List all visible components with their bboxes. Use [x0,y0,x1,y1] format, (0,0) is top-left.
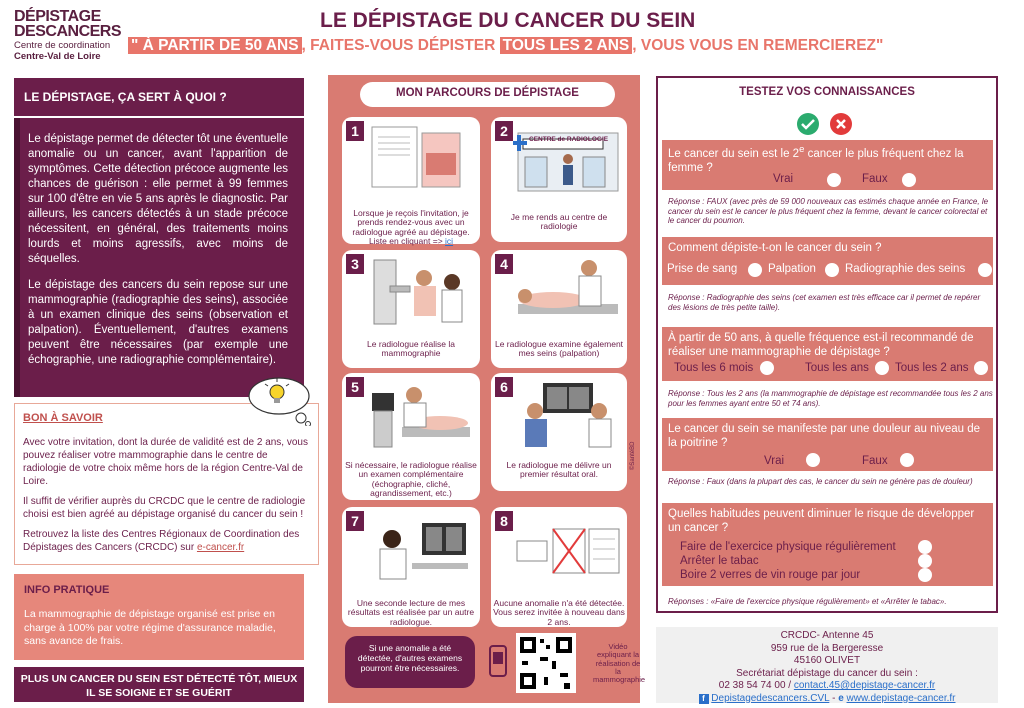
info-pratique-title: INFO PRATIQUE [24,584,110,596]
quiz-title: TESTEZ VOS CONNAISSANCES [739,86,915,98]
radiologist-list-link[interactable]: ici [445,236,454,247]
step-3-text: Le radiologue réalise la mammographie [367,339,455,359]
step-3-number: 3 [346,254,364,274]
q5-question: Quelles habitudes peuvent diminuer le risque de développer un cancer ? [668,508,975,535]
mammography-image [364,256,474,328]
q4-option-faux: Faux [862,455,888,467]
step-1-text-body: Lorsque je reçois l'invitation, je prends rendez-vous avec un radiologue agréé au dépistage. Liste en cliquant => [352,208,470,247]
palpation-image [513,256,623,328]
step-7-number: 7 [346,511,364,531]
invitation-letter-image [364,123,474,195]
q5-option-3: Boire 2 verres de vin rouge par jour [680,569,861,581]
bon-a-savoir-title: BON À SAVOIR [23,412,103,424]
calendar-image [513,513,623,585]
step-2-text: Je me rends au centre de radiologie [510,212,608,232]
parcours-header: MON PARCOURS DE DÉPISTAGE [360,82,615,107]
q5-option-2: Arrêter le tabac [680,555,759,567]
contact-line-3: 45160 OLIVET [793,655,861,666]
contact-social [656,693,998,706]
left-paragraph-2: Le dépistage des cancers du sein repose sur une mammographie (radiographie des seins), associée à un examen clinique des seins (observation et palpation). Éventuellement, d'autres examens peuvent être nécessaires (par exemple une échographie, une radiographie complémentaire). [28,279,288,367]
oral-result-image [513,379,623,451]
q5-answer: Réponses : «Faire de l'exercice physique régulièrement» et «Arrêter le tabac». [668,597,947,606]
page-subtitle [128,37,883,55]
logo-line-4: Centre-Val de Loire [14,51,101,62]
q3-radio-3[interactable] [974,361,988,375]
step-6-number: 6 [495,377,513,397]
step-6-card [491,373,627,491]
step-1-text [344,209,478,246]
step-2-card [491,117,627,242]
q5-radio-2[interactable] [918,554,932,568]
q4-radio-vrai[interactable] [806,453,820,467]
q2-radio-1[interactable] [748,263,762,277]
left-section-header: LE DÉPISTAGE, ÇA SERT À QUOI ? [14,78,304,116]
bon-a-savoir-box [14,403,319,565]
second-reading-image [364,513,474,585]
step-1-number: 1 [346,121,364,141]
contact-email-link[interactable]: contact.45@depistage-cancer.fr [793,680,936,691]
facebook-icon: f [699,694,709,704]
q2-answer: Réponse : Radiographie des seins (cet examen est très efficace car il permet de repérer des lésions de très petite taille). [668,293,981,312]
step-3-card [342,250,480,368]
step-7-card [342,507,480,627]
left-paragraph-1: Le dépistage permet de détecter tôt une éventuelle anomalie ou un cancer, avant l'apparition de symptômes. Cette détection précoce augmente les chances de guérison : elle permet à 99 femmes sur 100 d'être en vie 5 ans après le diagnostic. Par ailleurs, les cancers détectés à un stade précoce nécessitent, en général, des traitements moins lourds et moins agressifs, avec moins de séquelles. [28,133,288,265]
q5-option-1: Faire de l'exercice physique régulièrement [680,541,896,553]
q3-option-1: Tous les 6 mois [674,362,754,374]
q1-text-a: Le cancer du sein est le 2 [668,147,800,160]
q4-radio-faux[interactable] [900,453,914,467]
radiology-center-image [513,123,623,195]
bon-paragraph-2: Il suffit de vérifier auprès du CRCDC que le centre de radiologie choisi est bien agréé au dépistage organisé du cancer du sein ! [23,496,306,520]
e-cancer-link[interactable]: e-cancer.fr [196,542,245,553]
quiz-question-3: À partir de 50 ans, à quelle fréquence est-il recommandé de réaliser une mammographie de dépistage ? [662,327,993,381]
bottom-banner: PLUS UN CANCER DU SEIN EST DÉTECTÉ TÔT, MIEUX IL SE SOIGNE ET SE GUÉRIT [14,667,304,702]
quiz-question-4: Le cancer du sein se manifeste par une douleur au niveau de la poitrine ? [662,418,993,471]
quiz-question-2: Comment dépiste-t-on le cancer du sein ? [662,237,993,285]
page-title: LE DÉPISTAGE DU CANCER DU SEIN [320,9,696,32]
contact-phone: 02 38 54 74 00 / [718,680,794,691]
info-pratique-box [14,574,304,660]
website-link[interactable]: www.depistage-cancer.fr [846,692,956,704]
step-4-number: 4 [495,254,513,274]
q1-option-faux: Faux [862,173,888,185]
contact-box [656,627,998,703]
bon-paragraph-3 [23,528,310,554]
qr-code-icon[interactable] [516,633,576,693]
contact-line-2: 959 rue de la Bergeresse [770,642,884,654]
logo-line-1: DÉPISTAGE [14,8,101,25]
step-5-card [342,373,480,500]
q1-text-sup: e [799,144,805,155]
step-4-text: Le radiologue examine également mes seins (palpation) [494,339,624,359]
step-5-number: 5 [346,377,364,397]
contact-phone-email [656,680,998,693]
step-7-text: Une seconde lecture de mes résultats est réalisée par un autre radiologue. [347,598,475,627]
check-icon [797,113,819,135]
step-8-card [491,507,627,627]
q2-radio-3[interactable] [978,263,992,277]
anomaly-note: Si une anomalie a été détectée, d'autres examens pourront être nécessaires. [345,636,475,688]
logo-line-3: Centre de coordination [14,40,111,51]
q3-option-2: Tous les ans [805,362,869,374]
subtitle-text-1: , FAITES-VOUS DÉPISTER [301,37,500,54]
subtitle-hl-1: " À PARTIR DE 50 ANS [128,37,302,54]
lightbulb-cloud-icon [245,372,313,426]
step-6-text: Le radiologue me délivre un premier résultat oral. [506,460,612,480]
watermark: ©SantéBD [630,441,636,470]
q3-option-3: Tous les 2 ans [895,362,969,374]
q2-radio-2[interactable] [825,263,839,277]
step-4-card [491,250,627,368]
contact-line-4: Secrétariat dépistage du cancer du sein : [736,667,918,679]
video-note: Vidéo expliquant la réalisation de la mammographie [593,642,646,684]
step-5-text: Si nécessaire, le radiologue réalise un examen complémentaire (échographie, cliché, agrandissement, etc.) [345,460,477,499]
q2-option-2: Palpation [768,263,816,275]
bon-paragraph-3-text: Retrouvez la liste des Centres Régionaux de Coordination des Dépistages des Cancers (CRCDC) sur [23,529,300,553]
q1-radio-faux[interactable] [902,173,916,187]
q1-option-vrai: Vrai [773,173,794,185]
contact-separator: - [829,692,839,704]
q2-option-1: Prise de sang [667,263,738,275]
step-2-sign: CENTRE de RADIOLOGIE [529,136,609,143]
q3-answer: Réponse : Tous les 2 ans (la mammographie de dépistage est recommandée tous les 2 ans pour les femmes ayant entre 50 et 74 ans). [668,389,993,408]
q3-radio-1[interactable] [760,361,774,375]
phone-icon [485,644,511,680]
step-1-card [342,117,480,247]
step-2-number: 2 [495,121,513,141]
left-section-body [14,118,304,397]
q1-text-b: cancer le plus fréquent chez la femme ? [668,147,964,175]
ultrasound-image [364,379,474,451]
subtitle-text-2: , VOUS VOUS EN REMERCIEREZ" [632,37,884,54]
q5-radio-1[interactable] [918,540,932,554]
q5-radio-3[interactable] [918,568,932,582]
subtitle-hl-2: TOUS LES 2 ANS [500,37,633,54]
logo-line-2: DESCANCERS [14,23,122,40]
step-8-text: Aucune anomalie n'a été détectée. Vous serez invitée à nouveau dans 2 ans. [493,598,625,627]
q3-radio-2[interactable] [875,361,889,375]
cross-icon [830,113,852,135]
info-pratique-text: La mammographie de dépistage organisé est prise en charge à 100% par votre régime d'assurance maladie, sans avance de frais. [24,608,276,648]
bon-a-savoir-text [23,436,310,554]
step-8-number: 8 [495,511,513,531]
q4-answer: Réponse : Faux (dans la plupart des cas, le cancer du sein ne génère pas de douleur) [668,477,973,486]
q2-option-3: Radiographie des seins [845,263,966,275]
contact-line-1: CRCDC- Antenne 45 [780,630,874,641]
bon-paragraph-1: Avec votre invitation, dont la durée de validité est de 2 ans, vous pouvez réaliser votre mammographie dans le centre de radiologie de votre choix même hors de la région Centre-Val de Loire. [23,437,308,487]
q4-option-vrai: Vrai [764,455,785,467]
q1-radio-vrai[interactable] [827,173,841,187]
web-icon: e [838,692,844,704]
q1-answer: Réponse : FAUX (avec près de 59 000 nouveaux cas estimés chaque année en France, le cancer du sein est le cancer le plus fréquent chez la femme, devant le cancer colorectal et le cancer du poumon. [668,197,989,226]
facebook-link[interactable]: Depistagedescancers.CVL [711,692,830,704]
